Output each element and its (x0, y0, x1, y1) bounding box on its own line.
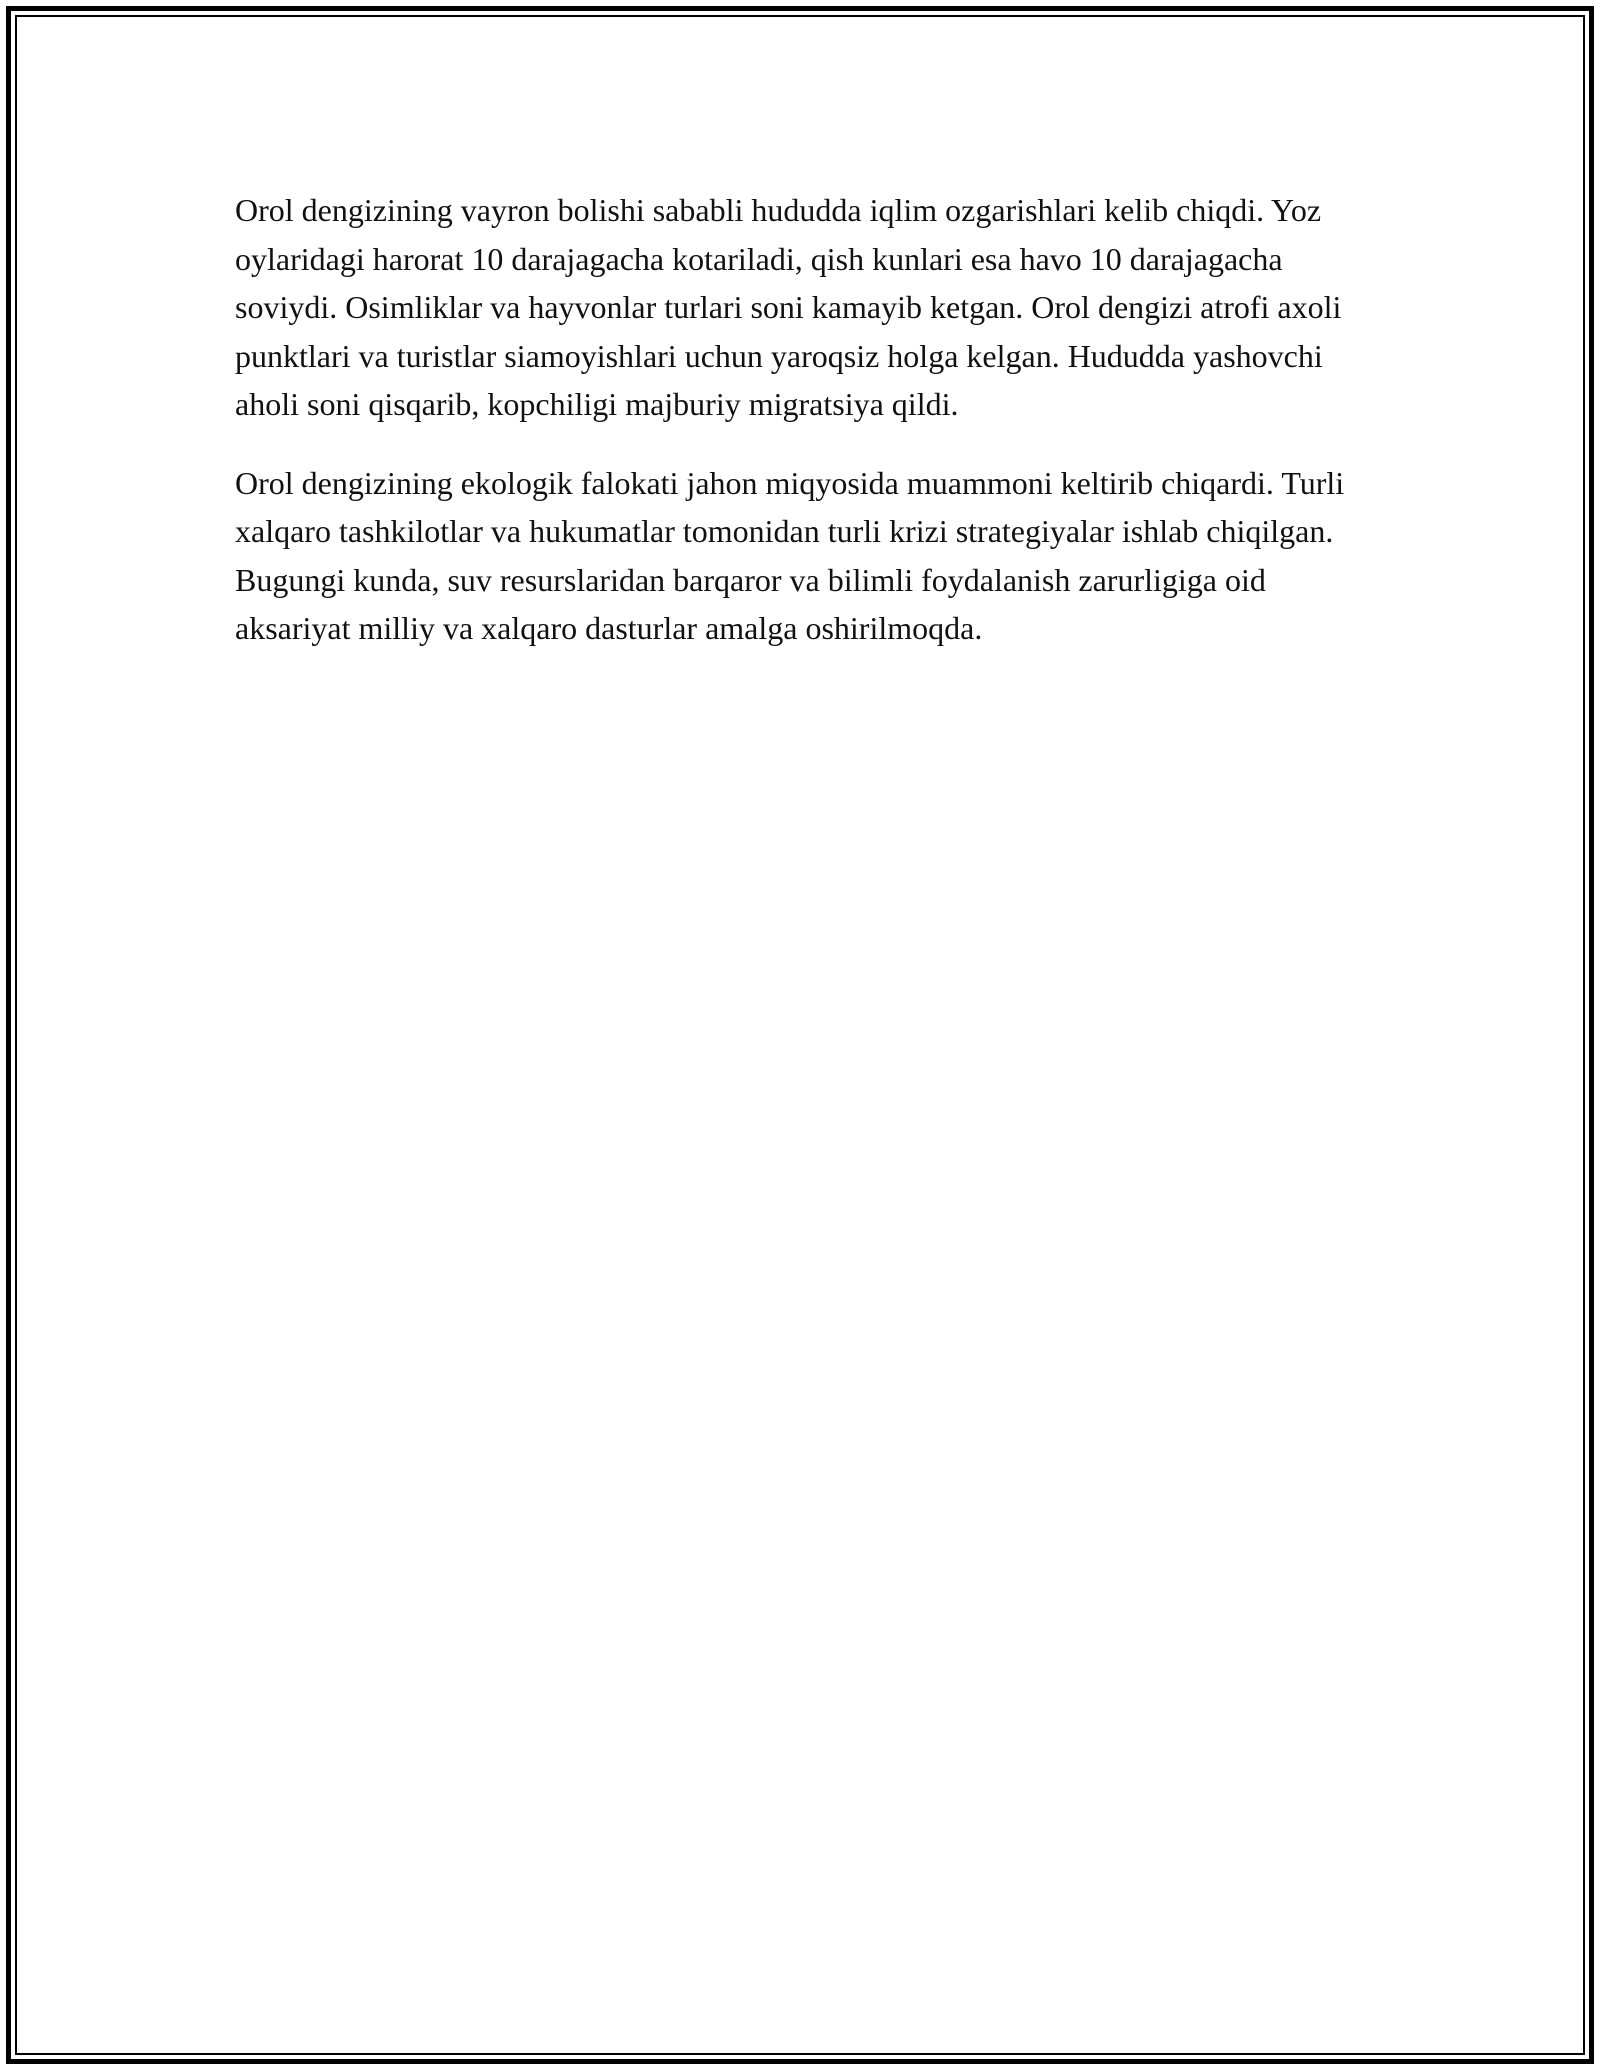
paragraph-2: Orol dengizining ekologik falokati jahon miqyosida muammoni keltirib chiqardi. Turli xalqaro tashkilotlar va hukumatlar tomonidan turli krizi strategiyalar ishlab chiqilgan. Bugungi kunda, suv resurslaridan barqaror va bilimli foydalanish zarurligiga oid aksariyat milliy va xalqaro dasturlar amalga oshirilmoqda. (235, 464, 1345, 646)
document-body (235, 186, 1365, 683)
paragraph-1: Orol dengizining vayron bolishi sababli hududda iqlim ozgarishlari kelib chiqdi. Yoz oylaridagi harorat 10 darajagacha kotariladi, qish kunlari esa havo 10 darajagacha soviydi. Osimliklar va hayvonlar turlari soni kamayib ketgan. Orol dengizi atrofi axoli punktlari va turistlar siamoyishlari uchun yaroqsiz holga kelgan. Hududda yashovchi aholi soni qisqarib, kopchiligi majburiy migratsiya qildi. (235, 192, 1342, 422)
